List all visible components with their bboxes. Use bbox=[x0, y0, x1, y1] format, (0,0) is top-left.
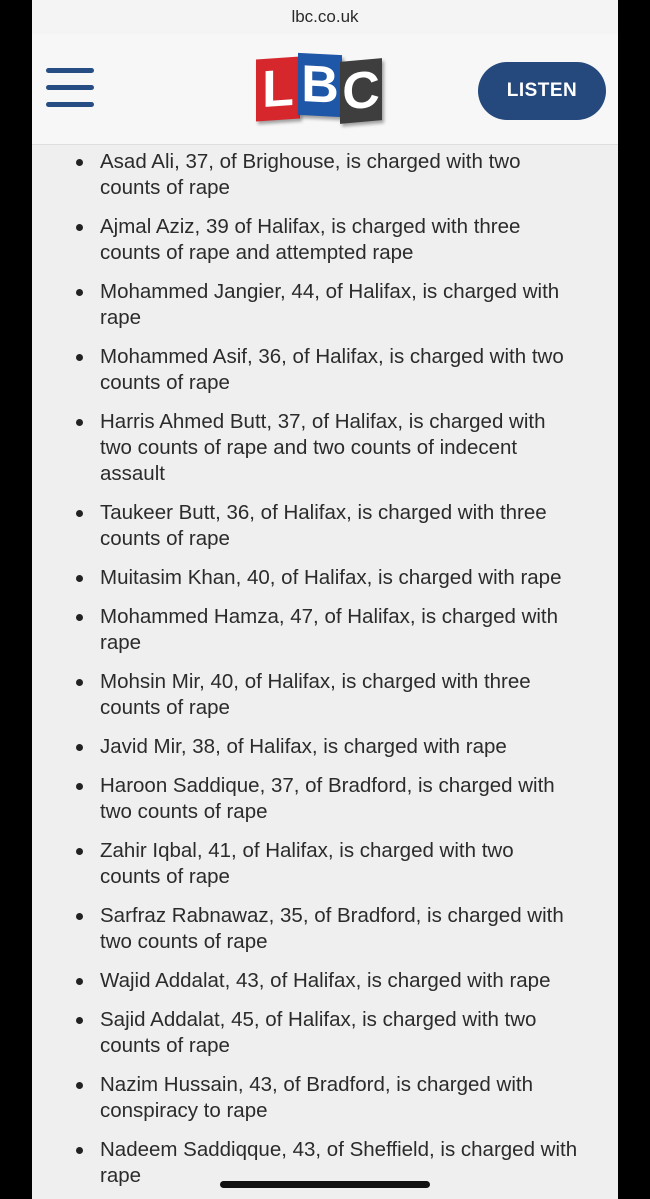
list-item-line: Asad Ali, 37, of Brighouse, is charged with two bbox=[100, 150, 521, 173]
list-item-line: counts of rape bbox=[100, 527, 230, 550]
list-item-line: Sajid Addalat, 45, of Halifax, is charged with two bbox=[100, 1008, 537, 1031]
bullet-icon bbox=[76, 978, 83, 985]
list-item-line: Ajmal Aziz, 39 of Halifax, is charged with three bbox=[100, 215, 521, 238]
list-item-line: assault bbox=[100, 462, 165, 485]
list-item-line: Javid Mir, 38, of Halifax, is charged with rape bbox=[100, 735, 507, 758]
bullet-icon bbox=[76, 510, 83, 517]
logo-letter-l: L bbox=[256, 56, 300, 121]
list-item bbox=[72, 344, 602, 396]
list-item-line: Mohsin Mir, 40, of Halifax, is charged with three bbox=[100, 670, 531, 693]
list-item-line: two counts of rape and two counts of indecent bbox=[100, 436, 518, 459]
list-item-line: Mohammed Jangier, 44, of Halifax, is charged with bbox=[100, 280, 560, 303]
list-item bbox=[72, 669, 602, 721]
list-item-line: Nadeem Saddiqque, 43, of Sheffield, is charged with bbox=[100, 1138, 578, 1161]
list-item-line: rape bbox=[100, 631, 142, 654]
url-text: lbc.co.uk bbox=[291, 7, 359, 26]
list-item-line: counts of rape bbox=[100, 371, 230, 394]
list-item bbox=[72, 734, 602, 760]
list-item-line: counts of rape bbox=[100, 176, 230, 199]
list-item bbox=[72, 279, 602, 331]
list-item-line: counts of rape and attempted rape bbox=[100, 241, 414, 264]
list-item bbox=[72, 500, 602, 552]
list-item bbox=[72, 604, 602, 656]
bullet-icon bbox=[76, 419, 83, 426]
list-item-line: Taukeer Butt, 36, of Halifax, is charged with three bbox=[100, 501, 547, 524]
list-item-line: Mohammed Asif, 36, of Halifax, is charged with two bbox=[100, 345, 564, 368]
list-item bbox=[72, 773, 602, 825]
list-item-line: rape bbox=[100, 1164, 142, 1187]
list-item-line: Sarfraz Rabnawaz, 35, of Bradford, is charged with bbox=[100, 904, 564, 927]
address-bar[interactable] bbox=[32, 0, 618, 34]
bullet-icon bbox=[76, 783, 83, 790]
list-item-line: Zahir Iqbal, 41, of Halifax, is charged with two bbox=[100, 839, 514, 862]
bullet-icon bbox=[76, 289, 83, 296]
menu-line bbox=[46, 102, 94, 107]
list-item bbox=[72, 838, 602, 890]
bullet-icon bbox=[76, 354, 83, 361]
mobile-browser-screen bbox=[32, 0, 618, 1199]
list-item-line: Wajid Addalat, 43, of Halifax, is charged with rape bbox=[100, 969, 551, 992]
list-item-line: Harris Ahmed Butt, 37, of Halifax, is charged with bbox=[100, 410, 546, 433]
list-item-line: counts of rape bbox=[100, 865, 230, 888]
list-item-line: Mohammed Hamza, 47, of Halifax, is charged with bbox=[100, 605, 559, 628]
list-item-line: rape bbox=[100, 306, 142, 329]
list-item-line: two counts of rape bbox=[100, 930, 268, 953]
lbc-logo[interactable] bbox=[256, 52, 384, 126]
list-item-line: conspiracy to rape bbox=[100, 1099, 268, 1122]
menu-line bbox=[46, 85, 94, 90]
listen-button[interactable]: LISTEN bbox=[478, 62, 606, 120]
bullet-icon bbox=[76, 679, 83, 686]
article-body bbox=[32, 145, 618, 1189]
list-item bbox=[72, 214, 602, 266]
bullet-icon bbox=[76, 1017, 83, 1024]
home-indicator[interactable] bbox=[220, 1181, 430, 1188]
list-item-line: counts of rape bbox=[100, 1034, 230, 1057]
site-header bbox=[32, 34, 618, 145]
bullet-icon bbox=[76, 848, 83, 855]
bullet-icon bbox=[76, 614, 83, 621]
list-item bbox=[72, 1007, 602, 1059]
list-item bbox=[72, 149, 602, 201]
charges-list bbox=[72, 149, 602, 1189]
list-item-line: Muitasim Khan, 40, of Halifax, is charged with rape bbox=[100, 566, 562, 589]
list-item-line: Nazim Hussain, 43, of Bradford, is charged with bbox=[100, 1073, 533, 1096]
bullet-icon bbox=[76, 575, 83, 582]
bullet-icon bbox=[76, 1082, 83, 1089]
bullet-icon bbox=[76, 1147, 83, 1154]
bullet-icon bbox=[76, 744, 83, 751]
bullet-icon bbox=[76, 913, 83, 920]
hamburger-menu-icon[interactable] bbox=[46, 68, 94, 106]
list-item bbox=[72, 903, 602, 955]
list-item bbox=[72, 565, 602, 591]
list-item bbox=[72, 409, 602, 487]
bullet-icon bbox=[76, 159, 83, 166]
bullet-icon bbox=[76, 224, 83, 231]
logo-letter-b: B bbox=[298, 53, 342, 117]
list-item-line: two counts of rape bbox=[100, 800, 268, 823]
list-item bbox=[72, 968, 602, 994]
menu-line bbox=[46, 68, 94, 73]
list-item bbox=[72, 1072, 602, 1124]
logo-letter-c: C bbox=[340, 58, 382, 124]
list-item-line: counts of rape bbox=[100, 696, 230, 719]
list-item-line: Haroon Saddique, 37, of Bradford, is charged with bbox=[100, 774, 555, 797]
